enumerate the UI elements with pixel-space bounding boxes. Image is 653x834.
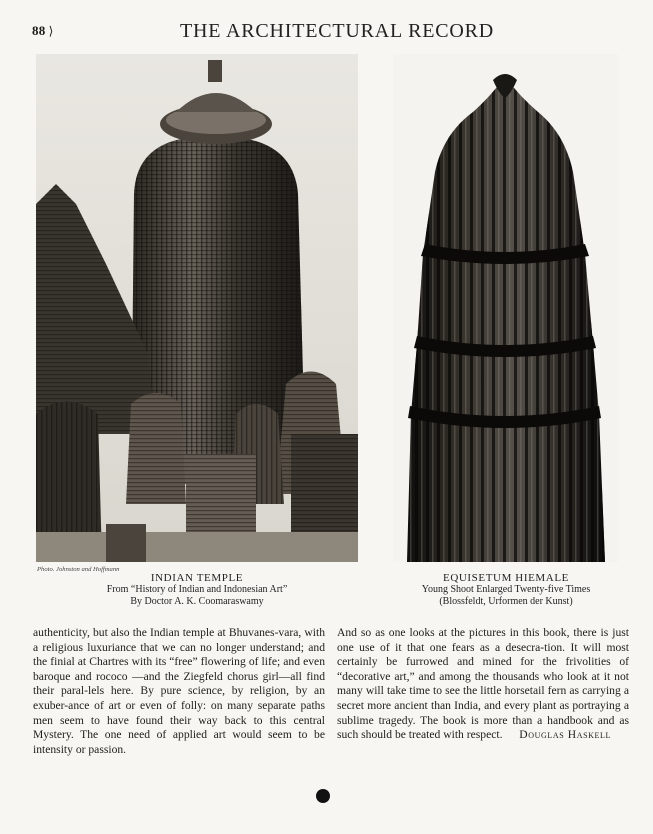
indian-temple-photo: [36, 54, 358, 562]
end-mark-bullet: [316, 789, 330, 803]
caption-line: Young Shoot Enlarged Twenty-five Times: [421, 584, 591, 595]
page-number-text: 88: [32, 23, 46, 38]
photo-credit: Photo. Johnston and Hoffmann: [37, 566, 120, 573]
caption-line: From “History of Indian and Indonesian Art”: [106, 584, 288, 595]
caption-title: INDIAN TEMPLE: [150, 572, 244, 584]
running-head: THE ARCHITECTURAL RECORD: [180, 20, 495, 42]
indian-temple-caption: [36, 572, 358, 608]
equisetum-caption: [383, 572, 629, 608]
caption-title: EQUISETUM HIEMALE: [443, 572, 569, 584]
body-paragraph: And so as one looks at the pictures in this book, there is just one use of it that one fears as a desecra-tion. It will most certainly be furrowed and mined for the frivolities of “decorative art,” and among the thousands who look at it not many will take time to see the little horsetail fern as carrying a secret more ancient than India, and every plant as portraying a sublime tragedy. The book is more than a handbook and as such should be treated with respect.: [337, 626, 629, 742]
folio-ornament: ⟩: [48, 24, 54, 38]
horsetail-shoot-photo: [393, 54, 618, 562]
body-column-right: [337, 626, 629, 743]
body-column-left: authenticity, but also the Indian temple at Bhuvanes-vara, with a religious luxuriance that we can no longer understand; and the finial at Chartres with its “free” flowering of life; and even baroque and rococo —and the Ziegfeld chorus girl—all find their paral-lels here. By pure science, by religion, by an exuber-ance of art or even of folly: on many separate paths men seem to have found their way back to this central Mystery. The one need of applied art would seem to be intensity or passion.: [33, 626, 325, 756]
author-signature: Douglas Haskell: [519, 728, 611, 742]
caption-line: By Doctor A. K. Coomaraswamy: [130, 596, 264, 607]
page-number: [32, 23, 54, 39]
caption-line: (Blossfeldt, Urformen der Kunst): [439, 596, 573, 607]
